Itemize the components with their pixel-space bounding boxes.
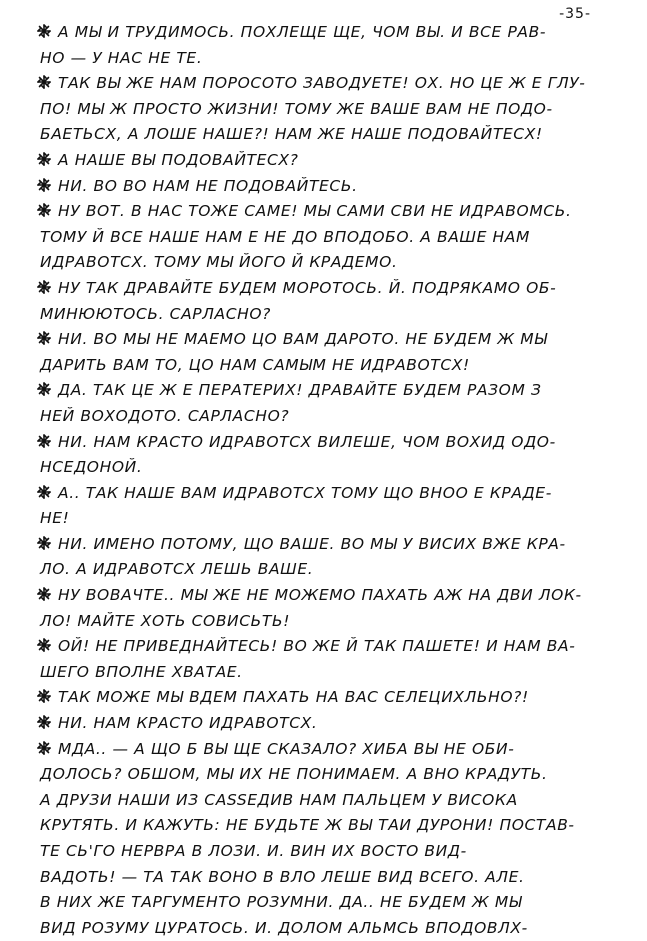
line-text: БАЕТЬСХ, А ЛОШЕ НАШЕ?! НАМ ЖЕ НАШЕ ПОДОВАЙТЕСХ! [40, 125, 543, 144]
line-text: ДАРИТЬ ВАМ ТО, ЦО НАМ САМЫМ НЕ ИДРАВОТСХ! [40, 355, 470, 374]
text-line [36, 430, 616, 456]
swirl-bullet-icon [36, 177, 52, 193]
line-text: ДОЛОСЬ? ОБШОМ, МЫ ИХ НЕ ПОНИМАЕМ. А ВНО КРАДУТЬ. [40, 765, 548, 784]
text-line [36, 71, 616, 97]
text-line [36, 916, 616, 941]
page-number: -35- [559, 6, 591, 22]
line-text: В НИХ ЖЕ ТАРГУМЕНТО РОЗУМНИ. ДА.. НЕ БУДЕМ Ж МЫ [40, 893, 523, 912]
swirl-bullet-icon [36, 637, 52, 653]
swirl-bullet-icon [36, 535, 52, 551]
line-text: НУ ВОТ. В НАС ТОЖЕ САМЕ! МЫ САМИ СВИ НЕ ИДРАВОМСЬ. [58, 202, 572, 221]
line-text: КРУТЯТЬ. И КАЖУТЬ: НЕ БУДЬТЕ Ж ВЫ ТАИ ДУРОНИ! ПОСТАВ- [40, 816, 575, 835]
text-line [36, 557, 616, 583]
text-line [36, 737, 616, 763]
swirl-bullet-icon [36, 381, 52, 397]
text-line [36, 788, 616, 814]
text-line [36, 839, 616, 865]
text-line [36, 583, 616, 609]
line-text: НО — У НАС НЕ ТЕ. [40, 48, 203, 67]
text-line [36, 353, 616, 379]
line-text: А МЫ И ТРУДИМОСЬ. ПОХЛЕЩЕ ЩЕ, ЧОМ ВЫ. И ВСЕ РАВ- [58, 23, 547, 41]
text-line [36, 378, 616, 404]
line-text: ЛО. А ИДРАВОТСХ ЛЕШЬ ВАШЕ. [40, 560, 314, 579]
line-text: ТАК МОЖЕ МЫ ВДЕМ ПАХАТЬ НА ВАС СЕЛЕЦИХЛЬНО?! [58, 688, 529, 707]
text-line [36, 506, 616, 532]
text-line [36, 404, 616, 430]
text-line [36, 148, 616, 174]
swirl-bullet-icon [36, 433, 52, 449]
line-text: ПО! МЫ Ж ПРОСТО ЖИЗНИ! ТОМУ ЖЕ ВАШЕ ВАМ НЕ ПОДО- [40, 99, 553, 118]
swirl-bullet-icon [36, 330, 52, 346]
line-text: ТАК ВЫ ЖЕ НАМ ПОРОСОТО ЗАВОДУЕТЕ! ОХ. НО ЦЕ Ж Е ГЛУ- [58, 74, 586, 93]
line-text: НЕЙ ВОХОДОТО. САРЛАСНО? [40, 406, 290, 425]
text-line [36, 20, 616, 46]
text-line [36, 327, 616, 353]
swirl-bullet-icon [36, 151, 52, 167]
text-line [36, 97, 616, 123]
text-line [36, 890, 616, 916]
line-text: А ДРУЗИ НАШИ ИЗ СASSЕДИВ НАМ ПАЛЬЦЕМ У ВИСОКА [40, 790, 518, 809]
line-text: ВИД РОЗУМУ ЦУРАТОСЬ. И. ДОЛОМ АЛЬМСЬ ВПОДОВЛХ- [40, 918, 528, 937]
line-text: НУ ТАК ДРАВАЙТЕ БУДЕМ МОРОТОСЬ. Й. ПОДРЯКАМО ОБ- [58, 278, 557, 297]
line-text: ОЙ! НЕ ПРИВЕДНАЙТЕСЬ! ВО ЖЕ Й ТАК ПАШЕТЕ! И НАМ ВА- [58, 637, 576, 656]
line-text: ВАДОТЬ! — ТА ТАК ВОНО В ВЛО ЛЕШЕ ВИД ВСЕГО. АЛЕ. [40, 867, 525, 886]
line-text: А.. ТАК НАШЕ ВАМ ИДРАВОТСХ ТОМУ ЩО ВНОО Е КРАДЕ- [58, 483, 552, 502]
line-text: НСЕДОНОЙ. [40, 458, 143, 477]
text-line [36, 225, 616, 251]
line-text: ТОМУ Й ВСЕ НАШЕ НАМ Е НЕ ДО ВПОДОБО. А ВАШЕ НАМ [40, 227, 530, 246]
line-text: НИ. ИМЕНО ПОТОМУ, ЩО ВАШЕ. ВО МЫ У ВИСИХ ВЖЕ КРА- [58, 534, 566, 553]
text-line [36, 455, 616, 481]
line-text: НИ. НАМ КРАСТО ИДРАВОТСХ. [58, 714, 318, 733]
text-line [36, 865, 616, 891]
swirl-bullet-icon [36, 586, 52, 602]
swirl-bullet-icon [36, 484, 52, 500]
text-line [36, 609, 616, 635]
text-line [36, 634, 616, 660]
text-line [36, 250, 616, 276]
swirl-bullet-icon [36, 714, 52, 730]
line-text: ТЕ СЬ'ГО НЕРВРА В ЛОЗИ. И. ВИН ИХ ВОСТО ВИД- [40, 842, 467, 860]
text-line [36, 813, 616, 839]
text-line [36, 46, 616, 72]
text-line [36, 481, 616, 507]
text-line [36, 174, 616, 200]
text-line [36, 711, 616, 737]
line-text: ШЕГО ВПОЛНЕ ХВАТАЕ. [40, 662, 243, 681]
line-text: ДА. ТАК ЦЕ Ж Е ПЕРАТЕРИХ! ДРАВАЙТЕ БУДЕМ РАЗОМ З [58, 381, 542, 400]
line-text: НИ. НАМ КРАСТО ИДРАВОТСХ ВИЛЕШЕ, ЧОМ ВОХИД ОДО- [58, 432, 556, 451]
text-line [36, 685, 616, 711]
text-line [36, 762, 616, 788]
line-text: МДА.. — А ЩО Б ВЫ ЩЕ СКАЗАЛО? ХИБА ВЫ НЕ ОБИ- [58, 739, 515, 758]
line-text: ИДРАВОТСХ. ТОМУ МЫ ЙОГО Й КРАДЕМО. [40, 253, 398, 272]
swirl-bullet-icon [36, 279, 52, 295]
text-line [36, 532, 616, 558]
line-text: НЕ! [40, 509, 70, 528]
swirl-bullet-icon [36, 202, 52, 218]
line-text: НИ. ВО МЫ НЕ МАЕМО ЦО ВАМ ДАРОТО. НЕ БУДЕМ Ж МЫ [58, 330, 548, 349]
swirl-bullet-icon [36, 74, 52, 90]
line-text: МИНЮЮТОСЬ. САРЛАСНО? [40, 304, 272, 323]
line-text: А НАШЕ ВЫ ПОДОВАЙТЕСХ? [58, 150, 299, 169]
text-line [36, 122, 616, 148]
handwritten-text-body [36, 20, 616, 941]
text-line [36, 302, 616, 328]
swirl-bullet-icon [36, 688, 52, 704]
text-line [36, 660, 616, 686]
line-text: ЛО! МАЙТЕ ХОТЬ СОВИСЬТЬ! [40, 611, 291, 630]
swirl-bullet-icon [36, 23, 52, 39]
text-line [36, 276, 616, 302]
swirl-bullet-icon [36, 740, 52, 756]
line-text: НИ. ВО ВО НАМ НЕ ПОДОВАЙТЕСЬ. [58, 176, 358, 195]
line-text: НУ ВОВАЧТЕ.. МЫ ЖЕ НЕ МОЖЕМО ПАХАТЬ АЖ НА ДВИ ЛОК- [58, 586, 582, 605]
text-line [36, 199, 616, 225]
